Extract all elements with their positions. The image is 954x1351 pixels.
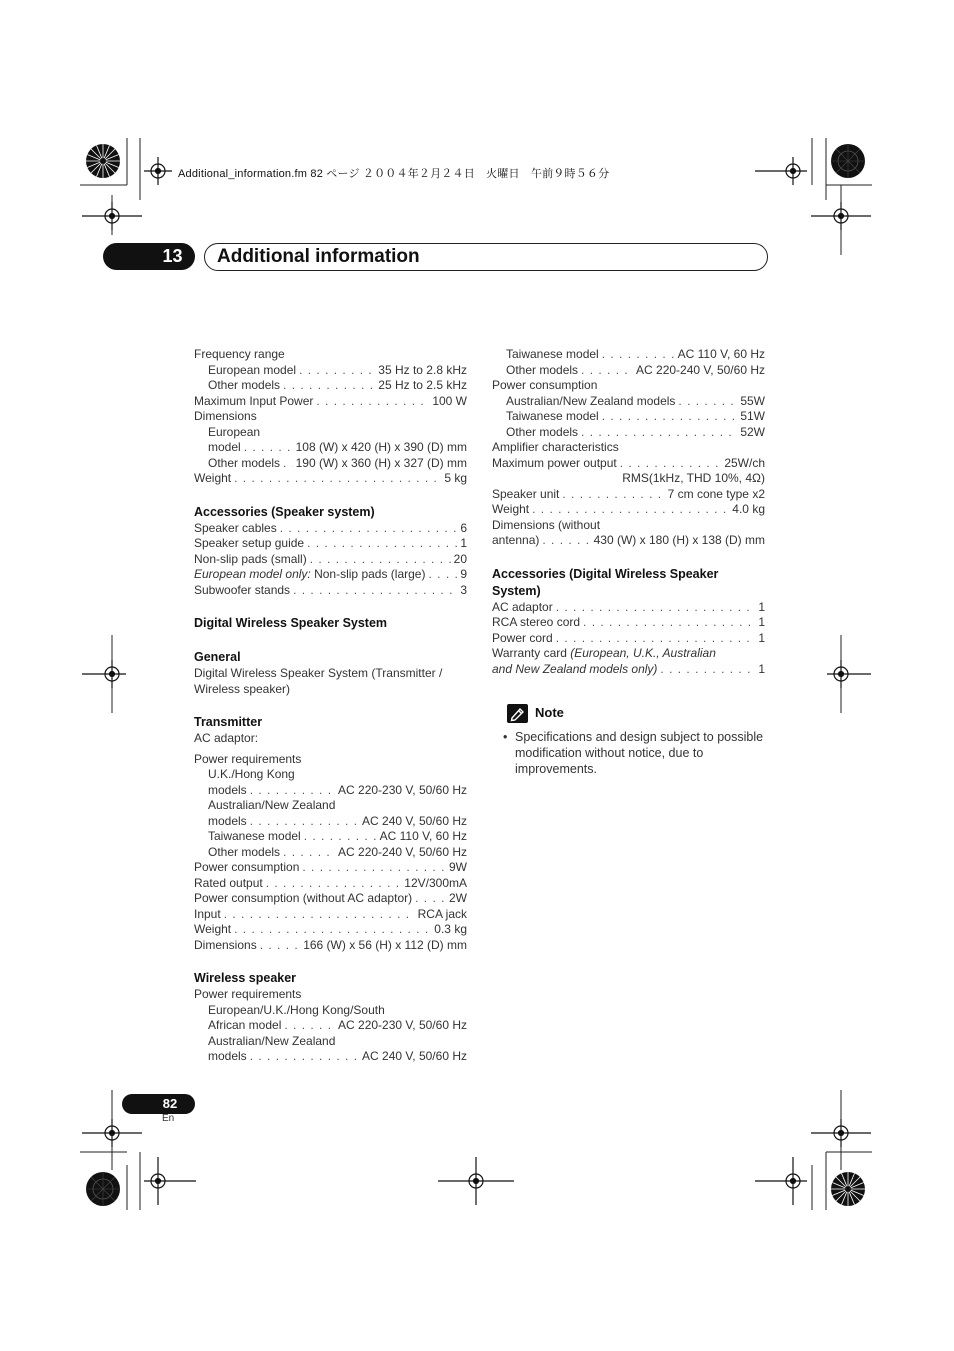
- spec-label: and New Zealand models only): [492, 661, 658, 676]
- spec-label: Taiwanese model: [506, 347, 599, 361]
- spec-label: European: [208, 424, 261, 439]
- spec-label: AC adaptor: [492, 599, 553, 614]
- spec-line: [194, 922, 467, 938]
- spacer: [492, 549, 765, 566]
- spec-label: Maximum power output: [492, 455, 617, 470]
- spec-line: [194, 440, 467, 456]
- spec-label: Non-slip pads (small): [194, 551, 307, 566]
- spec-label: Power consumption: [492, 378, 598, 392]
- spec-line: [194, 987, 467, 1003]
- spec-line: [194, 814, 467, 830]
- bullet-icon: •: [503, 730, 508, 744]
- spec-label: Maximum Input Power: [194, 393, 314, 408]
- spec-value: 0.3 kg: [434, 922, 467, 936]
- spec-label: AC adaptor:: [194, 731, 259, 745]
- spec-text: Warranty card: [492, 646, 567, 660]
- spec-line: [194, 767, 467, 783]
- spec-line: [194, 845, 467, 861]
- spec-line: [194, 552, 467, 568]
- spec-line: [194, 938, 467, 954]
- spacer: [194, 598, 467, 615]
- dot-leader: [266, 876, 402, 892]
- spec-value: 108 (W) x 420 (H) x 390 (D) mm: [295, 440, 467, 454]
- left-column: [194, 347, 467, 1065]
- dot-leader: [234, 471, 441, 487]
- spec-label: Speaker unit: [492, 486, 560, 501]
- spec-label: models: [208, 782, 247, 797]
- dot-leader: [556, 631, 756, 647]
- spec-label: [194, 567, 425, 583]
- spec-label: Subwoofer stands: [194, 582, 291, 597]
- dot-leader: [602, 409, 738, 425]
- spec-label: Speaker cables: [194, 520, 277, 535]
- spec-value: 9: [460, 567, 467, 581]
- spec-label: Australian/New Zealand: [208, 798, 336, 812]
- spacer: [194, 953, 467, 970]
- spec-value: 4.0 kg: [732, 502, 765, 516]
- spec-value: AC 110 V, 60 Hz: [677, 347, 765, 361]
- spacer: [194, 697, 467, 714]
- spec-line: [492, 456, 765, 472]
- chapter-number: 13: [162, 246, 183, 266]
- spec-label: Input: [194, 906, 221, 921]
- dot-leader: [316, 394, 429, 410]
- spec-label: Australian/New Zealand: [208, 1033, 336, 1048]
- spec-value: 9W: [449, 860, 467, 874]
- spec-value: AC 110 V, 60 Hz: [379, 829, 467, 843]
- note-text: Specifications and design subject to possible modification without notice, due to improvements.: [515, 730, 764, 776]
- dot-leader: [620, 456, 722, 472]
- dot-leader: [304, 829, 377, 845]
- spec-label: Dimensions: [194, 409, 257, 423]
- spec-label: Weight: [194, 922, 232, 936]
- spec-line: [194, 783, 467, 799]
- spec-label: Amplifier characteristics: [492, 440, 619, 454]
- spec-line: [194, 1034, 467, 1050]
- spec-label: models: [208, 813, 247, 828]
- spec-line: [194, 1018, 467, 1034]
- chapter-title: Additional information: [217, 246, 420, 267]
- spec-label: Frequency range: [194, 347, 285, 361]
- section-heading: Digital Wireless Speaker System: [194, 616, 388, 630]
- spec-label: Dimensions (without: [492, 517, 601, 532]
- dot-leader: [581, 363, 633, 379]
- dot-leader: [415, 891, 446, 907]
- dot-leader: [260, 938, 300, 954]
- dot-leader: [542, 533, 590, 549]
- spec-line: [194, 471, 467, 487]
- section-heading: Accessories (Speaker system): [194, 504, 375, 519]
- spacer: [194, 487, 467, 504]
- spec-value: 1: [758, 615, 765, 629]
- spec-label: European/U.K./Hong Kong/South: [208, 1002, 385, 1017]
- spec-line: [492, 425, 765, 441]
- spec-value: 1: [460, 536, 467, 550]
- spec-label: Speaker setup guide: [194, 536, 305, 550]
- spec-value: 35 Hz to 2.8 kHz: [378, 362, 467, 377]
- dot-leader: [556, 600, 756, 616]
- spec-label: Dimensions: [194, 937, 257, 952]
- page-number: 82: [162, 1096, 178, 1111]
- spec-value: AC 240 V, 50/60 Hz: [362, 1049, 467, 1063]
- spec-value: 2W: [449, 891, 467, 905]
- spec-value: 430 (W) x 180 (H) x 138 (D) mm: [593, 533, 765, 547]
- spec-label: [492, 646, 716, 662]
- dot-leader: [283, 378, 375, 394]
- dot-leader: [293, 583, 457, 599]
- dot-leader: [602, 347, 675, 363]
- spec-value: 1: [758, 661, 765, 676]
- spec-line: [194, 891, 467, 907]
- spec-label: U.K./Hong Kong: [208, 767, 295, 781]
- dot-leader: [250, 814, 359, 830]
- spec-label: Australian/New Zealand models: [506, 393, 676, 408]
- spec-line: [492, 646, 765, 662]
- spec-line: [492, 471, 765, 487]
- section-heading: General: [194, 650, 241, 664]
- spec-value: AC 220-230 V, 50/60 Hz: [338, 782, 467, 797]
- spec-line: [492, 440, 765, 456]
- spec-value: 55W: [740, 393, 765, 408]
- spec-value: 166 (W) x 56 (H) x 112 (D) mm: [303, 937, 467, 952]
- note-label: Note: [535, 705, 564, 720]
- spec-line: [492, 631, 765, 647]
- pencil-icon: [507, 704, 528, 723]
- spec-value: 190 (W) x 360 (H) x 327 (D) mm: [295, 455, 467, 470]
- spec-line: [492, 394, 765, 410]
- dot-leader: [244, 440, 293, 456]
- dot-leader: [532, 502, 729, 518]
- spec-text: European model only:: [194, 567, 311, 581]
- dot-leader: [283, 456, 293, 472]
- spec-value: 51W: [740, 409, 765, 423]
- dot-leader: [250, 1049, 359, 1065]
- dot-leader: [250, 783, 335, 799]
- spec-value: AC 220-240 V, 50/60 Hz: [338, 844, 467, 859]
- spec-line: [194, 347, 467, 363]
- spec-value: AC 220-230 V, 50/60 Hz: [338, 1018, 467, 1032]
- section-heading: Wireless speaker: [194, 971, 297, 985]
- spec-line: [492, 347, 765, 363]
- spec-value: 12V/300mA: [404, 875, 467, 890]
- spec-line: [194, 425, 467, 441]
- spec-value: AC 240 V, 50/60 Hz: [362, 813, 467, 828]
- spec-label: model: [208, 440, 241, 454]
- spec-label: Power requirements: [194, 751, 302, 766]
- spec-label: Taiwanese model: [208, 829, 301, 843]
- spec-value: 7 cm cone type x2: [667, 486, 765, 501]
- spec-line: [492, 600, 765, 616]
- spec-line: [492, 409, 765, 425]
- spec-label: Rated output: [194, 875, 263, 890]
- dot-leader: [283, 845, 335, 861]
- spec-line: [492, 363, 765, 379]
- dot-leader: [299, 363, 375, 379]
- dot-leader: [678, 394, 737, 410]
- note-bullet-item: [503, 729, 765, 777]
- dot-leader: [562, 487, 664, 503]
- spec-label: Other models: [208, 455, 281, 470]
- section-heading: Accessories (Digital Wireless Speaker System): [492, 566, 719, 598]
- dot-leader: [234, 922, 431, 938]
- spec-line: [492, 378, 765, 394]
- dot-leader: [583, 615, 755, 631]
- spec-line: [194, 1049, 467, 1065]
- spec-label: models: [208, 1049, 247, 1063]
- spec-label: Power requirements: [194, 987, 302, 1001]
- page-language: En: [162, 1113, 175, 1124]
- spec-value: 25 Hz to 2.5 kHz: [378, 378, 467, 392]
- spec-label: Power cord: [492, 630, 553, 645]
- spec-label: Other models: [506, 424, 579, 439]
- file-header: Additional_information.fm 82 ページ ２００４年２月２４日 火曜日 午前９時５６分: [178, 168, 610, 180]
- spec-label: Weight: [492, 502, 530, 516]
- spec-line: [194, 409, 467, 425]
- spec-line: [194, 363, 467, 379]
- spec-value: RMS(1kHz, THD 10%, 4Ω): [622, 471, 765, 485]
- dot-leader: [307, 536, 457, 552]
- spec-label: African model: [208, 1018, 282, 1032]
- spec-label: Other models: [506, 362, 579, 377]
- spec-value: 25W/ch: [724, 455, 765, 470]
- spec-value: 1: [758, 599, 765, 614]
- spec-label: Power consumption: [194, 860, 300, 874]
- spec-label: antenna): [492, 533, 540, 547]
- spec-line: [194, 583, 467, 599]
- spec-line: [492, 662, 765, 678]
- spec-line: [194, 731, 467, 747]
- section-heading: Transmitter: [194, 715, 263, 729]
- dot-leader: [310, 552, 451, 568]
- spec-text: Non-slip pads (large): [314, 567, 426, 581]
- spec-label: Taiwanese model: [506, 409, 599, 423]
- spec-line: [194, 798, 467, 814]
- spec-value: 1: [758, 630, 765, 645]
- spec-label: Power consumption (without AC adaptor): [194, 891, 413, 905]
- spec-value: 5 kg: [444, 471, 467, 485]
- spec-line: [194, 907, 467, 923]
- spec-line: [194, 521, 467, 537]
- spec-label: Weight: [194, 471, 232, 485]
- spec-line: [194, 536, 467, 552]
- spec-line: [492, 487, 765, 503]
- spec-value: RCA jack: [417, 906, 467, 921]
- spec-label: RCA stereo cord: [492, 615, 581, 629]
- spec-value: 100 W: [432, 393, 467, 408]
- dot-leader: [428, 567, 457, 583]
- spec-value: 6: [460, 520, 467, 535]
- spec-value: AC 220-240 V, 50/60 Hz: [636, 362, 765, 377]
- spec-text: (European, U.K., Australian: [570, 646, 716, 660]
- spec-line: [492, 533, 765, 549]
- dot-leader: [284, 1018, 335, 1034]
- spec-value: 52W: [740, 424, 765, 439]
- spec-line: [492, 615, 765, 631]
- spec-line: [194, 456, 467, 472]
- spec-value: 20: [453, 551, 467, 566]
- dot-leader: [302, 860, 446, 876]
- right-column: [492, 347, 765, 677]
- spec-line: [194, 567, 467, 583]
- general-description: Digital Wireless Speaker System (Transmitter / Wireless speaker): [194, 666, 443, 696]
- dot-leader: [224, 907, 415, 923]
- spec-line: [194, 394, 467, 410]
- spacer: [194, 632, 467, 649]
- spec-line: [194, 829, 467, 845]
- dot-leader: [280, 521, 458, 537]
- spec-label: European model: [208, 362, 297, 377]
- spec-line: [194, 752, 467, 768]
- spec-value: 3: [460, 582, 467, 597]
- spec-line: [492, 502, 765, 518]
- dot-leader: [660, 662, 755, 678]
- spec-line: [194, 876, 467, 892]
- spec-line: [194, 1003, 467, 1019]
- spec-line: [194, 860, 467, 876]
- spec-label: Other models: [208, 378, 281, 392]
- spec-line: [194, 378, 467, 394]
- spec-label: Other models: [208, 844, 281, 859]
- spec-line: [492, 518, 765, 534]
- dot-leader: [581, 425, 737, 441]
